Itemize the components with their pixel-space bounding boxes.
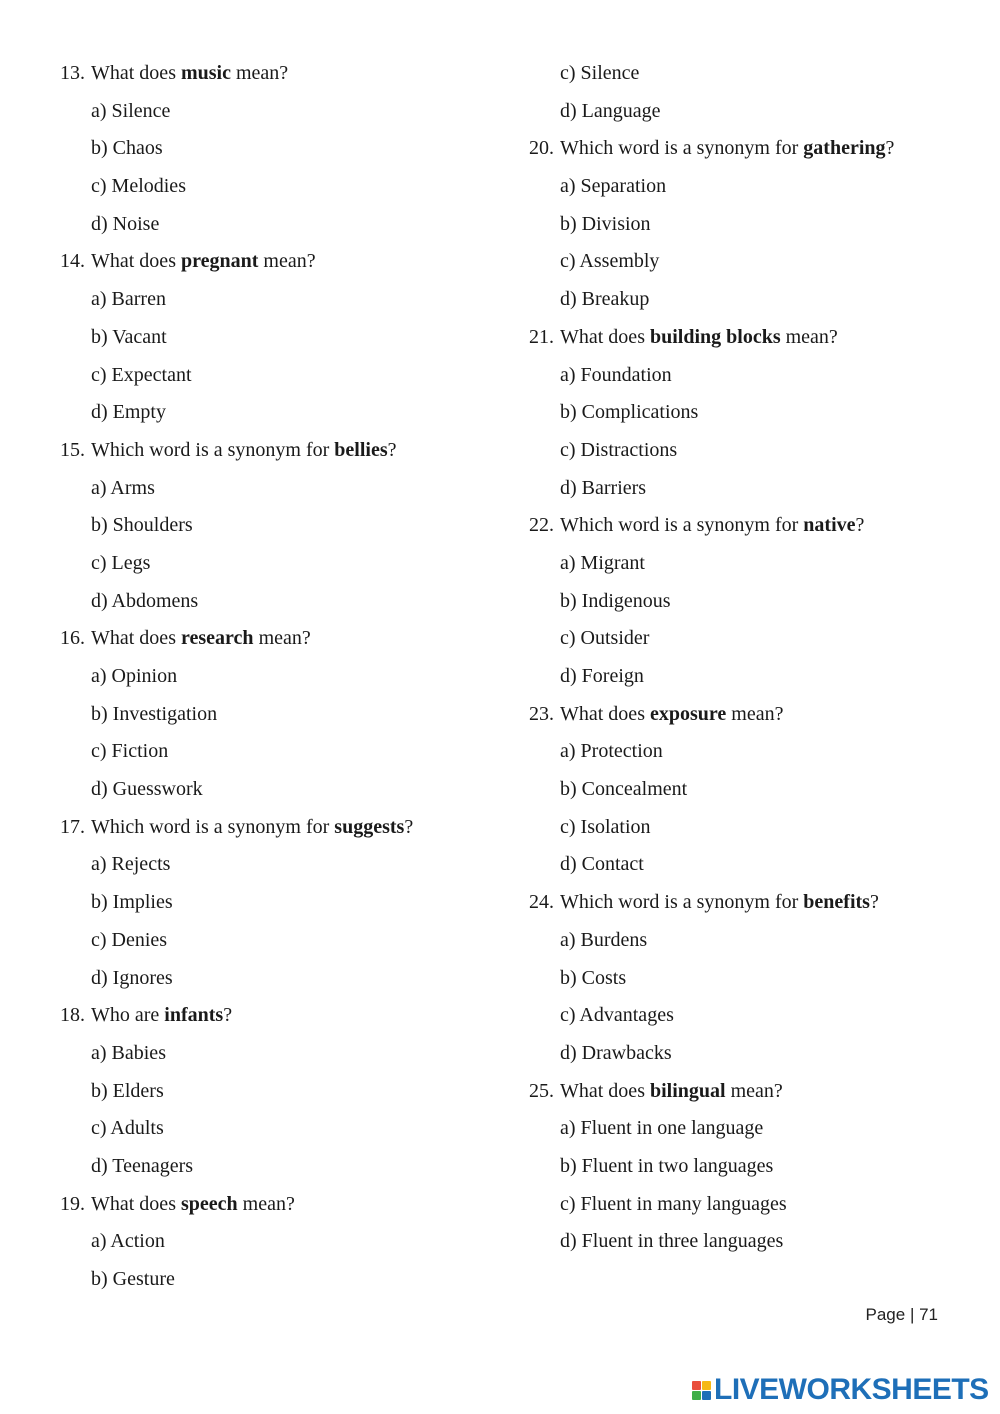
question-text-end: mean? — [780, 325, 838, 348]
question-text: What does — [560, 1079, 650, 1102]
logo-square-blue — [702, 1391, 711, 1400]
answer-option: c) Legs — [91, 551, 151, 574]
answer-option: a) Barren — [91, 288, 166, 311]
question-text-end: mean? — [258, 250, 316, 273]
question-text: What does — [91, 627, 181, 650]
question-text-end: mean? — [237, 1192, 295, 1215]
question-text-end: mean? — [726, 702, 784, 725]
answer-option: d) Barriers — [560, 476, 647, 499]
question-line — [529, 884, 969, 922]
answer-option: d) Noise — [91, 212, 160, 235]
answer-option: d) Teenagers — [91, 1154, 194, 1177]
answer-option: a) Separation — [560, 175, 667, 198]
question-term: gathering — [803, 137, 886, 160]
answer-option: c) Melodies — [91, 175, 186, 198]
answer-option: b) Indigenous — [560, 589, 671, 612]
question-term: building blocks — [649, 325, 781, 348]
question-term: native — [803, 514, 856, 537]
question-line — [60, 1186, 500, 1224]
answer-option: d) Guesswork — [91, 778, 203, 801]
answer-option: d) Foreign — [560, 665, 644, 687]
page-number: Page | 71 — [865, 1305, 938, 1324]
question-number: 23. — [529, 702, 554, 725]
answer-option: c) Isolation — [560, 815, 651, 838]
answer-option: b) Chaos — [91, 137, 163, 160]
brand-text: LIVEWORKSHEETS — [714, 1373, 989, 1406]
logo-square-green — [692, 1391, 701, 1400]
answer-option: c) Silence — [560, 62, 640, 84]
question-number: 22. — [529, 514, 554, 537]
question-term: pregnant — [180, 250, 259, 273]
question-number: 19. — [60, 1192, 85, 1215]
question-text-end: ? — [223, 1004, 233, 1027]
question-text-end: ? — [869, 891, 879, 914]
answer-option: d) Ignores — [91, 966, 173, 989]
question-line — [60, 432, 500, 470]
question-text: What does — [91, 62, 181, 84]
question-term: music — [180, 62, 231, 84]
question-text-end: ? — [855, 514, 865, 537]
answer-option: b) Investigation — [91, 702, 218, 725]
answer-option: a) Arms — [91, 476, 155, 499]
question-text: Which word is a synonym for — [91, 438, 335, 461]
answer-option: c) Adults — [91, 1117, 164, 1140]
answer-option: d) Abdomens — [91, 589, 199, 612]
answer-option: d) Empty — [91, 401, 166, 424]
question-line — [60, 997, 500, 1035]
left-column — [60, 55, 500, 1299]
answer-option: a) Protection — [560, 740, 663, 763]
answer-option: c) Distractions — [560, 438, 678, 461]
question-term: benefits — [803, 891, 870, 914]
question-number: 16. — [60, 627, 85, 650]
answer-option: c) Advantages — [560, 1004, 674, 1027]
question-line — [529, 1073, 969, 1111]
question-line — [60, 55, 500, 93]
question-term: speech — [180, 1192, 238, 1215]
question-text-end: mean? — [230, 62, 289, 84]
question-line — [529, 507, 969, 545]
question-text: Who are — [91, 1004, 165, 1027]
question-text: Which word is a synonym for — [91, 815, 335, 838]
question-line — [529, 696, 969, 734]
answer-option: b) Vacant — [91, 325, 167, 348]
question-number: 18. — [60, 1004, 85, 1027]
question-number: 25. — [529, 1079, 554, 1102]
answer-option: d) Drawbacks — [560, 1041, 672, 1064]
answer-option: c) Outsider — [560, 627, 650, 650]
answer-option: a) Burdens — [560, 928, 648, 951]
question-term: bilingual — [649, 1079, 726, 1102]
question-term: bellies — [334, 438, 388, 461]
question-line — [60, 809, 500, 847]
question-text: Which word is a synonym for — [560, 891, 804, 914]
question-number: 14. — [60, 250, 85, 273]
liveworksheets-brand[interactable] — [692, 1372, 989, 1408]
question-text: What does — [560, 702, 650, 725]
question-text: What does — [91, 1192, 181, 1215]
liveworksheets-logo-icon — [692, 1381, 711, 1400]
right-column — [529, 55, 969, 1261]
question-text-end: ? — [404, 815, 414, 838]
answer-option: c) Fluent in many languages — [560, 1192, 787, 1215]
answer-option: b) Implies — [91, 891, 173, 914]
answer-option: c) Fiction — [91, 740, 169, 763]
answer-option: b) Elders — [91, 1079, 164, 1102]
logo-square-red — [692, 1381, 701, 1390]
question-number: 15. — [60, 438, 85, 461]
answer-option: b) Shoulders — [91, 514, 193, 537]
answer-option: d) Language — [560, 99, 661, 122]
answer-option: a) Foundation — [560, 363, 672, 386]
question-text: Which word is a synonym for — [560, 514, 804, 537]
question-text-end: ? — [387, 438, 397, 461]
answer-option: b) Division — [560, 212, 651, 235]
question-text: Which word is a synonym for — [560, 137, 804, 160]
answer-option: b) Complications — [560, 401, 699, 424]
answer-option: a) Migrant — [560, 551, 645, 574]
answer-option: d) Contact — [560, 853, 644, 876]
answer-option: b) Gesture — [91, 1268, 175, 1290]
answer-option: c) Denies — [91, 928, 168, 951]
question-term: infants — [164, 1004, 224, 1027]
logo-square-yellow — [702, 1381, 711, 1390]
question-line — [529, 130, 969, 168]
question-number: 20. — [529, 137, 554, 160]
question-text: What does — [560, 325, 650, 348]
question-number: 13. — [60, 62, 85, 84]
answer-option: a) Fluent in one language — [560, 1117, 764, 1140]
answer-option: a) Silence — [91, 99, 171, 122]
question-number: 17. — [60, 815, 85, 838]
answer-option: b) Concealment — [560, 778, 688, 801]
answer-option: a) Babies — [91, 1041, 166, 1064]
answer-option: c) Expectant — [91, 363, 192, 386]
question-line — [60, 243, 500, 281]
question-text-end: mean? — [725, 1079, 783, 1102]
question-number: 21. — [529, 325, 554, 348]
question-text-end: ? — [885, 137, 895, 160]
question-term: suggests — [334, 815, 405, 838]
question-number: 24. — [529, 891, 554, 914]
question-text: What does — [91, 250, 181, 273]
answer-option: a) Action — [91, 1230, 165, 1253]
answer-option: b) Fluent in two languages — [560, 1154, 774, 1177]
answer-option: c) Assembly — [560, 250, 660, 273]
answer-option: d) Breakup — [560, 288, 650, 311]
question-term: research — [180, 627, 254, 650]
question-line — [529, 319, 969, 357]
question-line — [60, 620, 500, 658]
question-text-end: mean? — [253, 627, 311, 650]
answer-option: a) Opinion — [91, 665, 178, 687]
answer-option: b) Costs — [560, 966, 627, 989]
question-term: exposure — [649, 702, 727, 725]
answer-option: a) Rejects — [91, 853, 171, 876]
answer-option: d) Fluent in three languages — [560, 1230, 784, 1253]
